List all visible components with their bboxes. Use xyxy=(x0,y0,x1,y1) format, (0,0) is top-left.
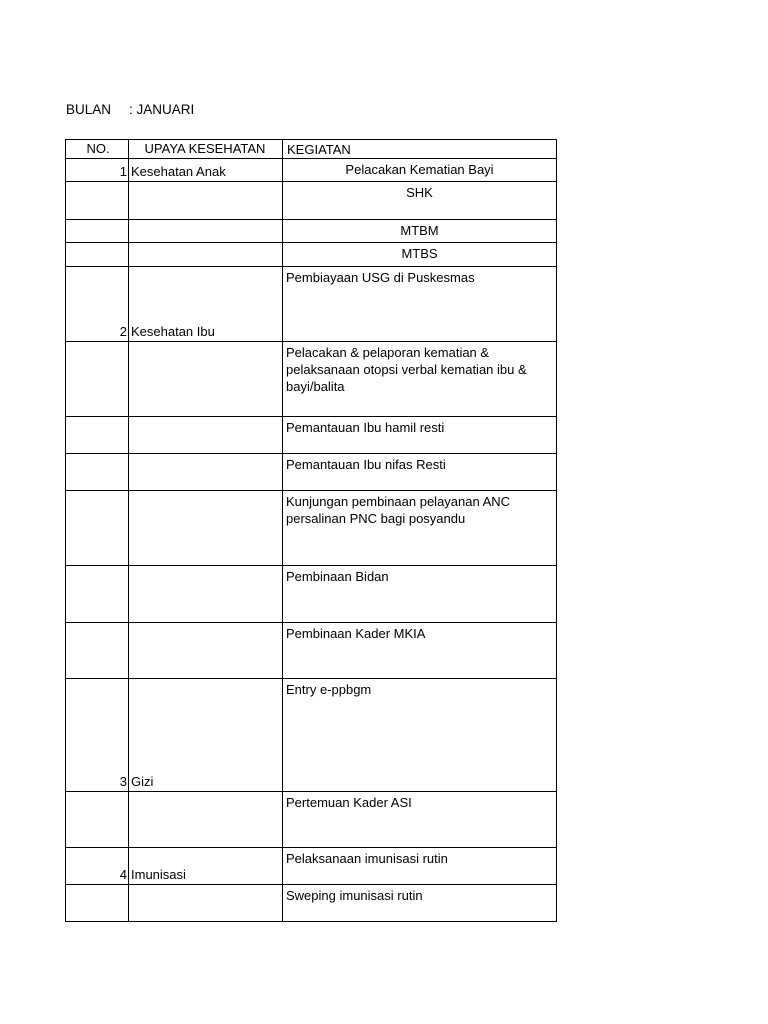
column-header-no: NO. xyxy=(66,140,129,159)
row-no xyxy=(66,182,129,220)
row-upaya xyxy=(129,182,283,220)
row-kegiatan: SHK xyxy=(283,182,557,220)
table-row xyxy=(66,417,557,454)
row-no xyxy=(66,566,129,623)
row-upaya xyxy=(129,220,283,243)
row-upaya xyxy=(129,566,283,623)
table-row xyxy=(66,454,557,491)
row-upaya: Kesehatan Ibu xyxy=(129,267,283,342)
row-kegiatan: Kunjungan pembinaan pelayanan ANC persalinan PNC bagi posyandu xyxy=(283,491,557,566)
row-no: 3 xyxy=(66,679,129,792)
row-upaya xyxy=(129,454,283,491)
table-header-row xyxy=(66,140,557,159)
row-no xyxy=(66,220,129,243)
row-no xyxy=(66,623,129,679)
column-header-upaya: UPAYA KESEHATAN xyxy=(129,140,283,159)
row-kegiatan: Pembinaan Kader MKIA xyxy=(283,623,557,679)
row-upaya xyxy=(129,417,283,454)
row-kegiatan: Pembinaan Bidan xyxy=(283,566,557,623)
table-row xyxy=(66,182,557,220)
row-kegiatan: Pertemuan Kader ASI xyxy=(283,792,557,848)
row-no: 4 xyxy=(66,848,129,885)
row-kegiatan: Pelacakan & pelaporan kematian & pelaksanaan otopsi verbal kematian ibu & bayi/balita xyxy=(283,342,557,417)
row-upaya xyxy=(129,623,283,679)
row-upaya xyxy=(129,885,283,922)
row-kegiatan: Pemantauan Ibu hamil resti xyxy=(283,417,557,454)
row-kegiatan: Pemantauan Ibu nifas Resti xyxy=(283,454,557,491)
row-kegiatan: Pelacakan Kematian Bayi xyxy=(283,159,557,182)
table-row xyxy=(66,220,557,243)
row-no xyxy=(66,792,129,848)
row-kegiatan: Entry e-ppbgm xyxy=(283,679,557,792)
column-header-kegiatan: KEGIATAN xyxy=(283,140,557,159)
table-row xyxy=(66,267,557,342)
row-upaya xyxy=(129,342,283,417)
row-kegiatan: Pembiayaan USG di Puskesmas xyxy=(283,267,557,342)
table-row xyxy=(66,243,557,267)
row-upaya xyxy=(129,491,283,566)
row-kegiatan: Sweping imunisasi rutin xyxy=(283,885,557,922)
row-upaya xyxy=(129,792,283,848)
row-no: 1 xyxy=(66,159,129,182)
table-row xyxy=(66,848,557,885)
row-no: 2 xyxy=(66,267,129,342)
activity-table xyxy=(65,139,557,922)
row-kegiatan: Pelaksanaan imunisasi rutin xyxy=(283,848,557,885)
row-upaya: Gizi xyxy=(129,679,283,792)
row-no xyxy=(66,491,129,566)
row-kegiatan: MTBS xyxy=(283,243,557,267)
table-row xyxy=(66,792,557,848)
table-row xyxy=(66,623,557,679)
row-upaya: Imunisasi xyxy=(129,848,283,885)
table-row xyxy=(66,159,557,182)
month-value: : JANUARI xyxy=(129,102,195,117)
month-label: BULAN xyxy=(66,102,112,117)
row-no xyxy=(66,454,129,491)
row-kegiatan: MTBM xyxy=(283,220,557,243)
table-row xyxy=(66,679,557,792)
row-no xyxy=(66,417,129,454)
row-no xyxy=(66,342,129,417)
table-row xyxy=(66,885,557,922)
row-no xyxy=(66,885,129,922)
row-upaya: Kesehatan Anak xyxy=(129,159,283,182)
table-row xyxy=(66,491,557,566)
row-no xyxy=(66,243,129,267)
table-row xyxy=(66,342,557,417)
row-upaya xyxy=(129,243,283,267)
table-row xyxy=(66,566,557,623)
